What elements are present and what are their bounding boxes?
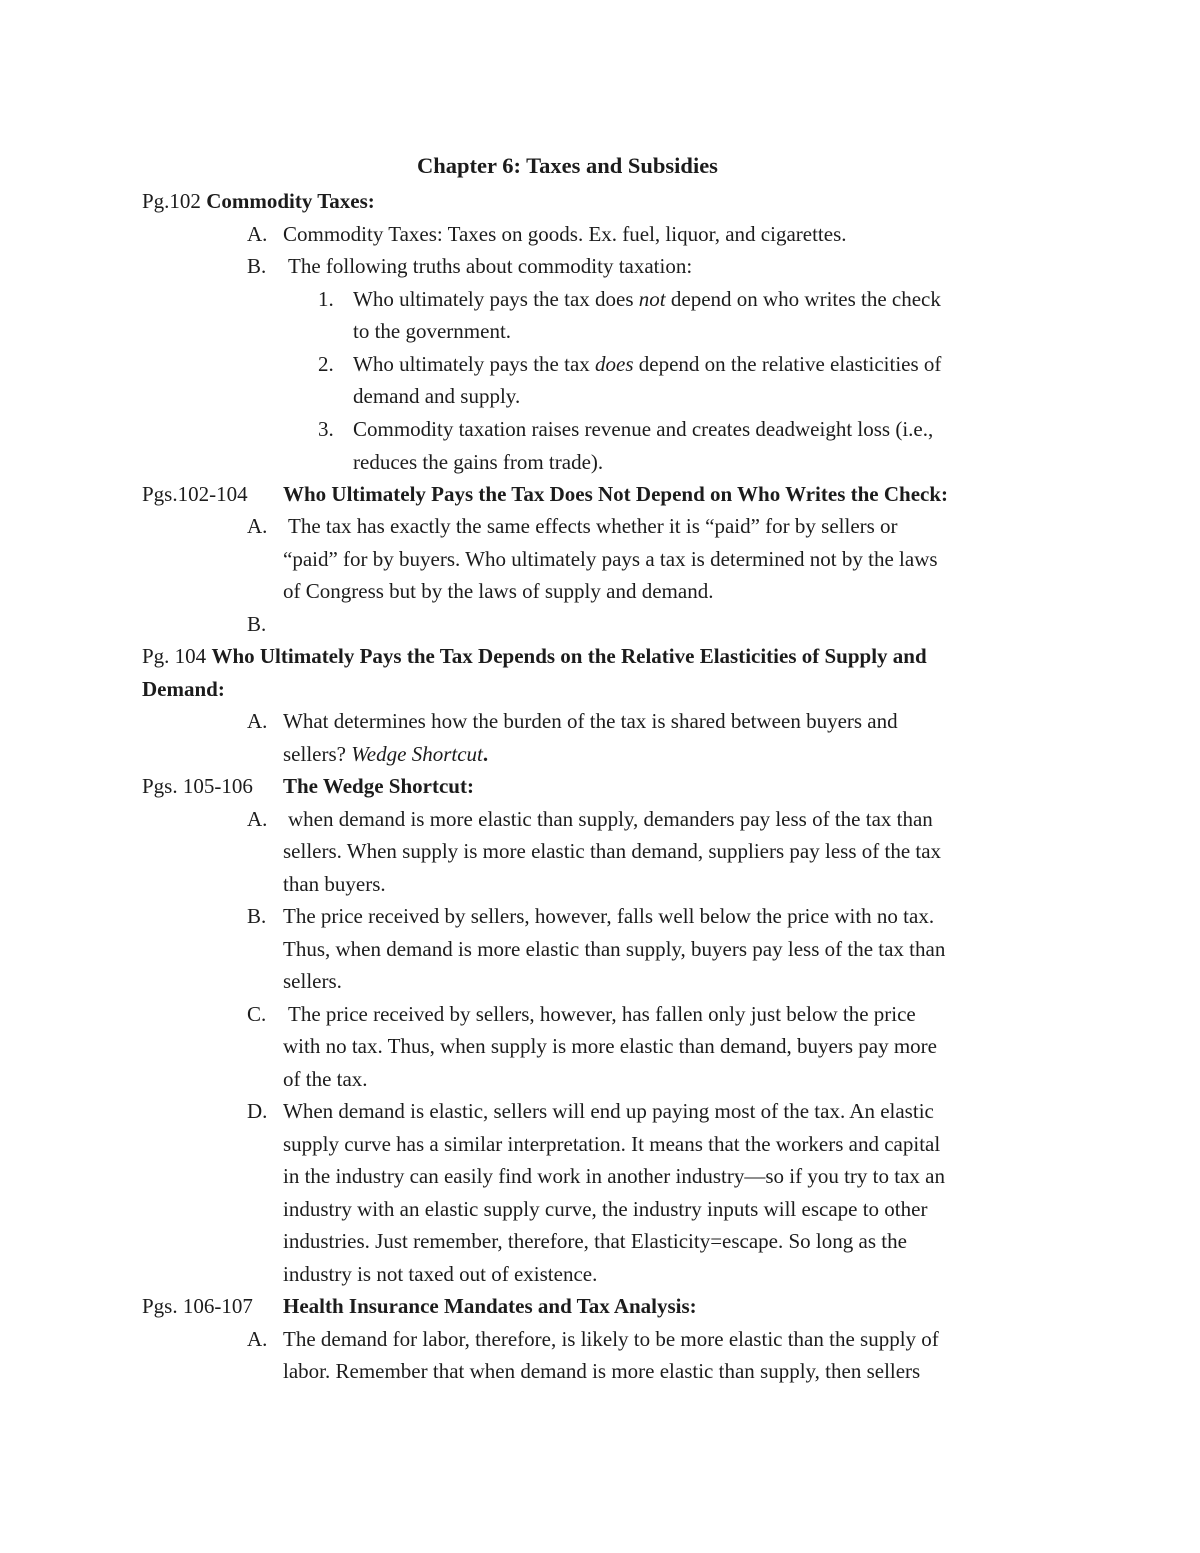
page-reference: Pgs. 106-107	[142, 1294, 253, 1318]
page-reference: Pg. 104	[142, 644, 207, 668]
list-marker: A.	[247, 1327, 268, 1351]
section-heading-text: Commodity Taxes:	[206, 189, 375, 213]
list-marker: A.	[247, 514, 268, 538]
text-run: Who ultimately pays the tax does	[353, 287, 639, 311]
text-run: depend on the relative elasticities of	[633, 352, 942, 376]
section-heading-commodity-taxes	[142, 185, 375, 217]
list-marker: C.	[247, 1002, 267, 1026]
numbered-marker: 2.	[318, 352, 334, 376]
text-run: sellers?	[283, 742, 352, 766]
text-run: depend on who writes the check	[665, 287, 941, 311]
list-marker: A.	[247, 807, 268, 831]
list-item-text: supply curve has a similar interpretation. It means that the workers and capital	[283, 1132, 941, 1156]
list-item-text: The demand for labor, therefore, is likely to be more elastic than the supply of	[283, 1327, 939, 1351]
list-item-text: The tax has exactly the same effects whether it is “paid” for by sellers or	[288, 514, 898, 538]
list-item-text: Commodity Taxes: Taxes on goods. Ex. fuel, liquor, and cigarettes.	[283, 222, 847, 246]
list-item-text: of Congress but by the laws of supply and demand.	[283, 579, 714, 603]
numbered-item-text: demand and supply.	[353, 384, 521, 408]
list-item-text: industry with an elastic supply curve, the industry inputs will escape to other	[283, 1197, 928, 1221]
emphasis-text: Wedge Shortcut	[351, 742, 483, 766]
page-reference: Pg.102	[142, 189, 201, 213]
list-marker: A.	[247, 222, 268, 246]
list-item-text: with no tax. Thus, when supply is more elastic than demand, buyers pay more	[283, 1034, 937, 1058]
list-item-text: The price received by sellers, however, has fallen only just below the price	[288, 1002, 916, 1026]
numbered-item-text: Commodity taxation raises revenue and creates deadweight loss (i.e.,	[353, 417, 934, 441]
numbered-marker: 1.	[318, 287, 334, 311]
numbered-item-text: to the government.	[353, 319, 512, 343]
list-item-text: industries. Just remember, therefore, that Elasticity=escape. So long as the	[283, 1229, 907, 1253]
list-item-text: When demand is elastic, sellers will end up paying most of the tax. An elastic	[283, 1099, 934, 1123]
text-run: Who ultimately pays the tax	[353, 352, 596, 376]
list-marker: B.	[247, 612, 267, 636]
section-heading-who-writes-check: Who Ultimately Pays the Tax Does Not Depend on Who Writes the Check:	[283, 482, 949, 506]
list-marker: B.	[247, 254, 267, 278]
page-reference: Pgs. 105-106	[142, 774, 253, 798]
emphasis-text: not	[638, 287, 666, 311]
numbered-marker: 3.	[318, 417, 334, 441]
text-run: .	[482, 742, 489, 766]
list-item-text: than buyers.	[283, 872, 386, 896]
page-reference: Pgs.102-104	[142, 482, 248, 506]
list-item-text: of the tax.	[283, 1067, 368, 1091]
list-item-text: The following truths about commodity taxation:	[288, 254, 693, 278]
numbered-item-text: reduces the gains from trade).	[353, 450, 604, 474]
page-title: Chapter 6: Taxes and Subsidies	[417, 153, 718, 178]
section-heading-wedge-shortcut: The Wedge Shortcut:	[283, 774, 474, 798]
list-item-text: in the industry can easily find work in another industry—so if you try to tax an	[283, 1164, 945, 1188]
list-marker: B.	[247, 904, 267, 928]
section-heading-text: Demand:	[142, 677, 225, 701]
list-item-text: labor. Remember that when demand is more elastic than supply, then sellers	[283, 1359, 921, 1383]
list-item-text: when demand is more elastic than supply, demanders pay less of the tax than	[288, 807, 933, 831]
section-heading-health-insurance: Health Insurance Mandates and Tax Analysis:	[283, 1294, 697, 1318]
list-item-text: Thus, when demand is more elastic than supply, buyers pay less of the tax than	[283, 937, 946, 961]
list-item-text: “paid” for by buyers. Who ultimately pays a tax is determined not by the laws	[283, 547, 938, 571]
section-heading-text: Who Ultimately Pays the Tax Depends on the Relative Elasticities of Supply and	[211, 644, 927, 668]
numbered-item-text	[353, 348, 941, 380]
list-item-text: What determines how the burden of the tax is shared between buyers and	[283, 709, 898, 733]
list-marker: A.	[247, 709, 268, 733]
emphasis-text: does	[595, 352, 634, 376]
list-item-text: sellers. When supply is more elastic than demand, suppliers pay less of the tax	[283, 839, 942, 863]
list-item-text: industry is not taxed out of existence.	[283, 1262, 598, 1286]
list-item-text	[283, 738, 488, 770]
list-item-text: The price received by sellers, however, falls well below the price with no tax.	[283, 904, 935, 928]
section-heading-relative-elasticities	[142, 640, 927, 672]
list-marker: D.	[247, 1099, 268, 1123]
list-item-text: sellers.	[283, 969, 342, 993]
numbered-item-text	[353, 283, 941, 315]
